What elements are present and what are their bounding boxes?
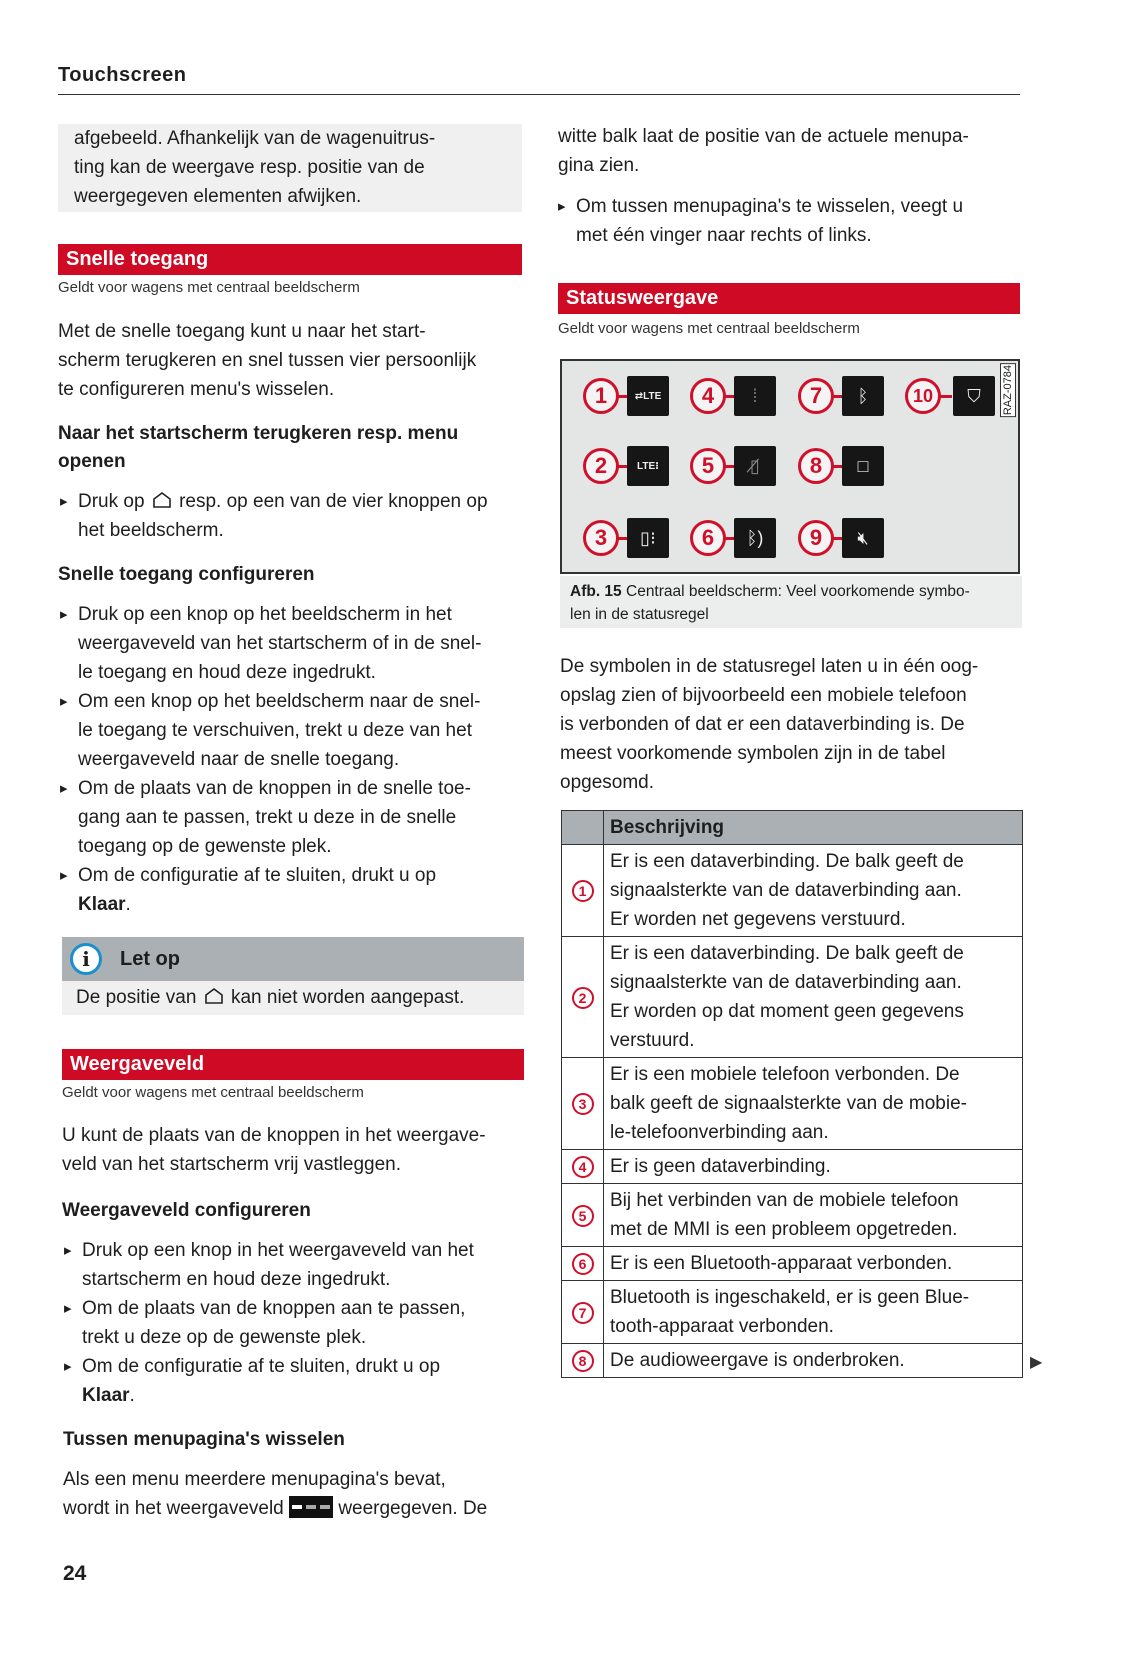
bullet-item: ▸ Om de configuratie af te sluiten, drukt u op Klaar. — [64, 1352, 474, 1410]
description-cell: De audioweergave is onderbroken. — [604, 1344, 1023, 1378]
info-icon: i — [70, 943, 102, 975]
paragraph: Als een menu meerdere menupagina's bevat, wordt in het weergaveveld weergegeven. De — [63, 1469, 488, 1519]
subheading: Snelle toegang configureren — [58, 564, 315, 585]
applies-note: Geldt voor wagens met centraal beeldscherm — [58, 279, 360, 296]
bullet-list — [64, 1236, 474, 1410]
column-header: Beschrijving — [604, 811, 1023, 845]
bullet-item: ▸ Om een knop op het beeldscherm naar de snel- le toegang te verschuiven, trekt u deze van het weergaveveld naar de snelle toegang. — [60, 687, 481, 774]
mute-icon: 🔇︎ — [842, 518, 884, 558]
row-number: 8 — [572, 1350, 594, 1372]
note-box — [62, 937, 524, 1015]
figure-caption: Afb. 15 Centraal beeldscherm: Veel voorkomende symbo- len in de statusregel — [560, 576, 1022, 628]
text-line: weergegeven elementen afwijken. — [74, 186, 362, 207]
stop-icon: □ — [842, 446, 884, 486]
table-row — [562, 937, 1023, 1058]
bullet-item: ▸ Om de plaats van de knoppen aan te passen, trekt u deze op de gewenste plek. — [64, 1294, 474, 1352]
callout-8: 8 — [798, 448, 834, 484]
paragraph — [58, 317, 476, 404]
description-cell: Er is een dataverbinding. De balk geeft de signaalsterkte van de dataverbinding aan. Er worden op dat moment geen gegevens verstuurd. — [604, 937, 1023, 1058]
row-number: 2 — [572, 987, 594, 1009]
callout-3: 3 — [583, 520, 619, 556]
text: Druk op — [78, 491, 145, 512]
bluetooth-connected-icon: ᛒ) — [734, 518, 776, 558]
callout-1: 1 — [583, 378, 619, 414]
callout-10: 10 — [905, 378, 941, 414]
home-icon — [152, 492, 172, 508]
row-number: 1 — [572, 880, 594, 902]
row-number: 7 — [572, 1302, 594, 1324]
table-row — [562, 1150, 1023, 1184]
description-cell: Er is een mobiele telefoon verbonden. De balk geeft de signaalsterkte van de mobie- le-telefoonverbinding aan. — [604, 1058, 1023, 1150]
text-line: openen — [58, 451, 126, 472]
row-number: 4 — [572, 1156, 594, 1178]
description-cell: Bluetooth is ingeschakeld, er is geen Blue- tooth-apparaat verbonden. — [604, 1281, 1023, 1344]
note-title: Let op — [120, 947, 180, 970]
bullet-item: ▸ Om de plaats van de knoppen in de snelle toe- gang aan te passen, trekt u deze in de snelle toegang op de gewenste plek. — [60, 774, 481, 861]
intro-box — [58, 124, 522, 212]
table-row — [562, 845, 1023, 937]
text-line: afgebeeld. Afhankelijk van de wagenuitrus- — [74, 128, 436, 149]
text-line: scherm terugkeren en snel tussen vier persoonlijk — [58, 350, 477, 371]
subheading — [58, 420, 458, 476]
row-number: 3 — [572, 1093, 594, 1115]
paragraph: De symbolen in de statusregel laten u in één oog- opslag zien of bijvoorbeeld een mobiele telefoon is verbonden of dat er een dataverbinding is. De meest voorkomende symbolen zijn in de tabel opgesomd. — [560, 656, 979, 793]
text: resp. op een van de vier knoppen op — [179, 491, 488, 512]
data-lte-transfer-icon: ⇄LTE — [627, 376, 669, 416]
callout-2: 2 — [583, 448, 619, 484]
text-line: ting kan de weergave resp. positie van de — [74, 157, 425, 178]
table-row — [562, 1184, 1023, 1247]
table-row — [562, 1058, 1023, 1150]
section-title-statusweergave: Statusweergave — [558, 283, 1020, 314]
running-header: Touchscreen — [58, 64, 187, 86]
bullet-item: ▸ Om de configuratie af te sluiten, drukt u op Klaar. — [60, 861, 481, 919]
home-icon — [204, 988, 224, 1004]
applies-note: Geldt voor wagens met centraal beeldscherm — [62, 1084, 364, 1101]
description-cell: Er is geen dataverbinding. — [604, 1150, 1023, 1184]
bullet-item: ▸ Druk op een knop op het beeldscherm in het weergaveveld van het startscherm of in de snel- le toegang en houd deze ingedrukt. — [60, 600, 481, 687]
header-rule — [58, 94, 1020, 95]
continue-arrow-icon: ▶ — [1030, 1354, 1043, 1371]
section-title-weergaveveld: Weergaveveld — [62, 1049, 524, 1080]
shield-icon: ⛉ — [953, 376, 995, 416]
figure-code: RAZ-0784 — [1002, 365, 1014, 416]
note-text: De positie van kan niet worden aangepast. — [62, 981, 524, 1015]
paragraph: witte balk laat de positie van de actuele menupa- gina zien. — [558, 126, 969, 176]
table-row — [562, 1281, 1023, 1344]
bullet-item: ▸ Druk op een knop in het weergaveveld van het startscherm en houd deze ingedrukt. — [64, 1236, 474, 1294]
text-line: Naar het startscherm terugkeren resp. menu — [58, 423, 459, 444]
callout-7: 7 — [798, 378, 834, 414]
bullet-item: ▸ Om tussen menupagina's te wisselen, veegt u met één vinger naar rechts of links. — [558, 192, 963, 250]
callout-9: 9 — [798, 520, 834, 556]
paragraph: U kunt de plaats van de knoppen in het weergave- veld van het startscherm vrij vastleggen. — [62, 1125, 486, 1175]
callout-4: 4 — [690, 378, 726, 414]
table-row — [562, 1344, 1023, 1378]
row-number: 6 — [572, 1253, 594, 1275]
callout-6: 6 — [690, 520, 726, 556]
section-title-snelle-toegang: Snelle toegang — [58, 244, 522, 275]
row-number: 5 — [572, 1205, 594, 1227]
data-lte-icon: LTE⁝ — [627, 446, 669, 486]
bullet-item — [60, 487, 488, 545]
symbols-table — [561, 810, 1023, 1378]
text-line: Met de snelle toegang kunt u naar het start- — [58, 321, 426, 342]
description-cell: Er is een dataverbinding. De balk geeft de signaalsterkte van de dataverbinding aan. Er worden net gegevens verstuurd. — [604, 845, 1023, 937]
subheading: Tussen menupagina's wisselen — [63, 1429, 345, 1450]
page-number: 24 — [63, 1562, 87, 1585]
text-line: te configureren menu's wisselen. — [58, 379, 335, 400]
description-cell: Bij het verbinden van de mobiele telefoon met de MMI is een probleem opgetreden. — [604, 1184, 1023, 1247]
subheading: Weergaveveld configureren — [62, 1200, 311, 1221]
applies-note: Geldt voor wagens met centraal beeldscherm — [558, 320, 860, 337]
phone-signal-icon: ▯⁝ — [627, 518, 669, 558]
callout-5: 5 — [690, 448, 726, 484]
status-symbols-figure — [560, 359, 1020, 574]
text-line: het beeldscherm. — [78, 520, 224, 541]
bluetooth-icon: ᛒ — [842, 376, 884, 416]
description-cell: Er is een Bluetooth-apparaat verbonden. — [604, 1247, 1023, 1281]
no-signal-icon: ⁞ — [734, 376, 776, 416]
menu-page-indicator-icon — [289, 1496, 333, 1518]
bullet-list — [60, 600, 481, 919]
phone-error-icon: ▯̸ — [734, 446, 776, 486]
table-row — [562, 1247, 1023, 1281]
